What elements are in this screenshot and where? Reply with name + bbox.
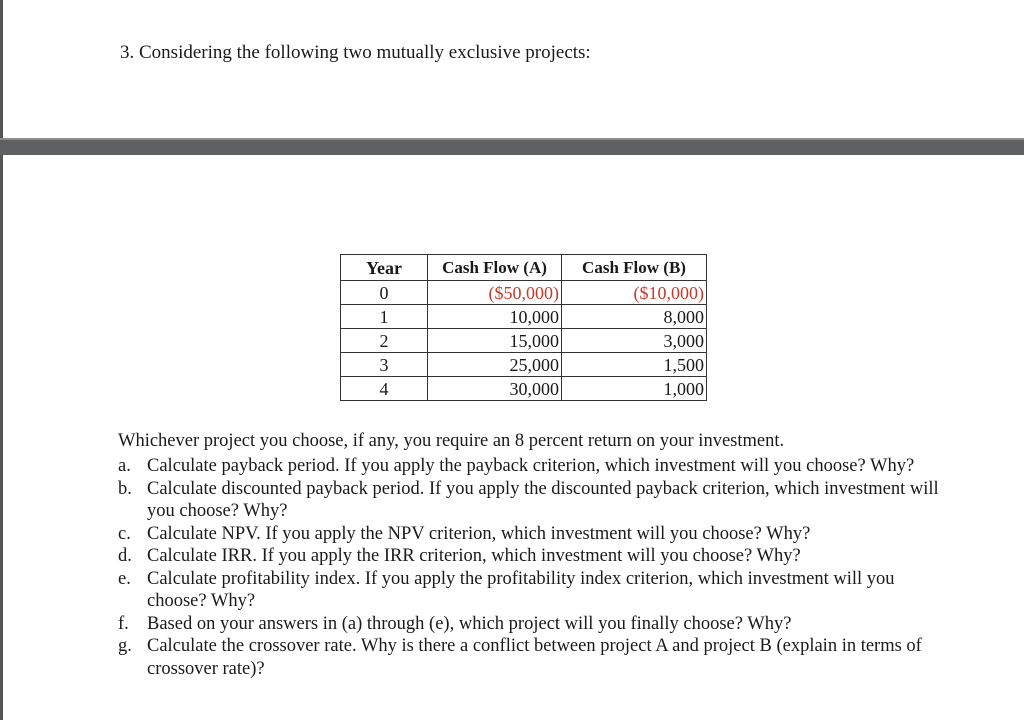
question-letter: b. xyxy=(118,478,132,499)
cell-cash-flow-a: 10,000 xyxy=(428,305,562,329)
question-letter: e. xyxy=(118,568,131,589)
cell-cash-flow-a: 30,000 xyxy=(428,377,562,401)
question-heading: 3. Considering the following two mutually exclusive projects: xyxy=(120,42,591,63)
cell-cash-flow-b: ($10,000) xyxy=(562,281,707,305)
table-row xyxy=(341,377,707,401)
question-item-c xyxy=(118,523,948,546)
question-item-a xyxy=(118,455,948,478)
question-text: Calculate payback period. If you apply the payback criterion, which investment will you choose? Why? xyxy=(147,456,915,476)
question-text: Calculate NPV. If you apply the NPV criterion, which investment will you choose? Why? xyxy=(147,523,811,544)
cell-year: 2 xyxy=(341,329,428,353)
question-text: Based on your answers in (a) through (e), which project will you finally choose? Why? xyxy=(147,613,792,634)
question-item-b xyxy=(118,478,948,523)
question-item-f xyxy=(118,613,948,636)
cell-year: 4 xyxy=(341,377,428,401)
cell-cash-flow-b: 8,000 xyxy=(562,305,707,329)
question-letter: g. xyxy=(118,636,132,656)
question-item-d xyxy=(118,545,948,568)
cell-year: 3 xyxy=(341,353,428,377)
question-letter: a. xyxy=(118,456,131,476)
question-item-e xyxy=(118,568,948,613)
question-letter: c. xyxy=(118,523,131,544)
question-text: Calculate profitability index. If you apply the profitability index criterion, which investment will you choose? Why? xyxy=(147,568,895,611)
question-list xyxy=(118,455,948,680)
required-return-statement: Whichever project you choose, if any, you require an 8 percent return on your investment. xyxy=(118,431,785,451)
cash-flow-table xyxy=(340,254,707,401)
cell-cash-flow-a: ($50,000) xyxy=(428,281,562,305)
header-year: Year xyxy=(341,255,428,281)
cell-cash-flow-a: 25,000 xyxy=(428,353,562,377)
table-row xyxy=(341,281,707,305)
question-text: Calculate IRR. If you apply the IRR criterion, which investment will you choose? Why? xyxy=(147,546,801,566)
question-letter: f. xyxy=(118,613,129,634)
cell-cash-flow-b: 1,000 xyxy=(562,377,707,401)
cell-cash-flow-a: 15,000 xyxy=(428,329,562,353)
page-divider xyxy=(0,138,1024,155)
cell-cash-flow-b: 3,000 xyxy=(562,329,707,353)
header-cash-flow-a: Cash Flow (A) xyxy=(428,255,562,281)
header-cash-flow-b: Cash Flow (B) xyxy=(562,255,707,281)
question-item-g xyxy=(118,635,948,680)
page-top-section xyxy=(0,0,1024,138)
table-row xyxy=(341,329,707,353)
cell-year: 0 xyxy=(341,281,428,305)
question-text: Calculate discounted payback period. If you apply the discounted payback criterion, which investment will you choose? Why? xyxy=(147,478,939,521)
table-row xyxy=(341,305,707,329)
cell-cash-flow-b: 1,500 xyxy=(562,353,707,377)
table-row xyxy=(341,353,707,377)
cell-year: 1 xyxy=(341,305,428,329)
table-header-row xyxy=(341,255,707,281)
question-letter: d. xyxy=(118,546,132,566)
question-text: Calculate the crossover rate. Why is there a conflict between project A and project B (explain in terms of crossover rate)? xyxy=(147,636,922,679)
